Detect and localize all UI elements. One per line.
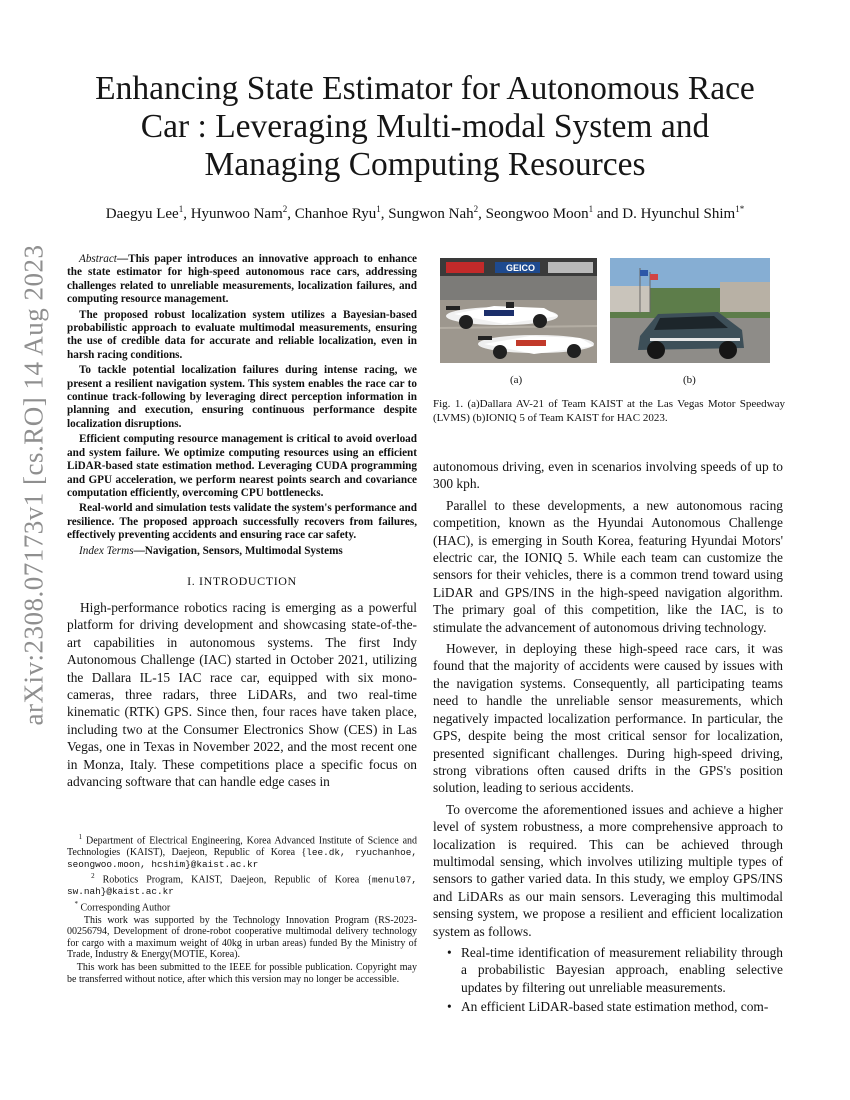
author: D. Hyunchul Shim$^{1*}$	[622, 204, 745, 222]
arxiv-identifier-text: arXiv:2308.07173v1 [cs.RO] 14 Aug 2023	[18, 244, 49, 726]
left-column	[67, 253, 417, 794]
author: Daegyu Lee$^1$,	[105, 204, 191, 222]
author-list	[60, 204, 790, 223]
contribution-list	[433, 944, 783, 1016]
abstract-paragraph: To tackle potential localization failures during intense racing, we present a resilient navigation system. This system enables the race car to continue track-following by leveraging direct perception information in planning and execution, ensuring continuous performance despite localization disruptions.	[67, 364, 417, 430]
body-paragraph: To overcome the aforementioned issues and achieve a higher level of system robustness, a more comprehensive approach to localization is required. This can be achieved through multimodal sensing, which involves utilizing multiple types of sensors to gather varied data. In this study, we employ GPS/INS and LiDARs as our main sensors. Leveraging this multimodal sensing system, we propose a resilient and efficient localization system as follows.	[433, 801, 783, 939]
abstract-paragraph: Real-world and simulation tests validate the system's performance and resilience. The proposed approach successfully recovers from failures, effectively preventing accidents and ensuring race car safety.	[67, 502, 417, 542]
introduction-body	[67, 599, 417, 790]
author: Chanhoe Ryu$^1$,	[294, 204, 389, 222]
author: Hyunwoo Nam$^2$,	[190, 204, 295, 222]
body-paragraph: autonomous driving, even in scenarios involving speeds of up to 300 kph.	[433, 459, 783, 492]
abstract	[67, 253, 417, 558]
subfigure-label-b: (b)	[683, 374, 696, 386]
ioniq5-photo	[610, 258, 770, 363]
race-car-photo	[440, 258, 597, 363]
body-paragraph: Parallel to these developments, a new autonomous racing competition, known as the Hyundai Autonomous Challenge (HAC), is emerging in South Korea, featuring Hyundai Motors' electric car, the IONIQ 5. While each team can customize the sensors for their vehicles, there is a common trend toward using LiDAR and GPS/INS in the high-speed navigation algorithm. The primary goal of this competition, like the IAC, is to stimulate the advancement of autonomous driving technology.	[433, 497, 783, 635]
footnote-corresponding: * Corresponding Author	[74, 899, 171, 913]
body-paragraph: However, in deploying these high-speed race cars, it was found that the majority of accidents were caused by issues with the navigation systems. Consequently, all participating teams need to handle the unreliable sensor measurements, which negatively impacted localization performance. In particular, the GPS, despite being the most critical sensor for localization, presented significant challenges. During high-speed driving, strong vibrations often caused drifts in the GPS's position solution, leading to serious accidents.	[433, 641, 783, 796]
footnote-funding: This work was supported by the Technology Innovation Program (RS-2023-00256794, Development of drone-robot cooperative multimodal delivery technology for cargo with a maximum weight of 40kg in urban areas) funded By the Ministry of Trade, Industry & Energy(MOTIE, Korea).	[67, 914, 417, 961]
abstract-paragraph: Efficient computing resource management is critical to avoid overload and system failure. We optimize computing resources using an efficient LiDAR-based state estimation method. Leveraging CUDA programming and GPU acceleration, we perform nearest points search and covariance computation efficiently, overcoming CPU bottlenecks.	[67, 433, 417, 499]
arxiv-identifier	[14, 244, 54, 726]
list-item: • An efficient LiDAR-based state estimation method, com-	[447, 999, 769, 1015]
abstract-paragraph: The proposed robust localization system utilizes a Bayesian-based probabilistic approach to evaluate multimodal measurements, ensuring the use of credible data for accurate and reliable localization, even in harsh racing conditions.	[67, 308, 417, 361]
footnote-ieee-notice: This work has been submitted to the IEEE for possible publication. Copyright may be transferred without notice, after which this version may no longer be accessible.	[67, 961, 417, 985]
figure-caption: Fig. 1. (a)Dallara AV-21 of Team KAIST at the Las Vegas Motor Speedway (LVMS) (b)IONIQ 5 of Team KAIST for HAC 2023.	[433, 398, 785, 424]
footnote-affiliation-1: $^1$ Department of Electrical Engineering, Korea Advanced Institute of Science and Technologies (KAIST), Daejeon, Republic of Korea {lee.dk, ryuchanhoe, seongwoo.moon, hcshim}@kaist.ac.kr	[67, 833, 418, 870]
author: Sungwon Nah$^2$,	[388, 204, 486, 222]
footnote-affiliation-2: $^2$ Robotics Program, KAIST, Daejeon, Republic of Korea {menul07, sw.nah}@kaist.ac.kr	[67, 872, 418, 898]
bullet-icon: •	[447, 944, 452, 960]
paper-title: Enhancing State Estimator for Autonomous Race Car : Leveraging Multi-modal System and Managing Computing Resources	[95, 70, 755, 183]
figure-1	[440, 258, 785, 393]
bullet-icon: •	[447, 999, 452, 1015]
subfigure-label-a: (a)	[510, 374, 523, 386]
index-terms: Index Terms—Navigation, Sensors, Multimodal Systems	[79, 544, 343, 557]
right-column	[433, 458, 783, 1018]
svg-text:GEICO: GEICO	[506, 263, 536, 273]
body-paragraph: High-performance robotics racing is emerging as a powerful platform for driving development and showcasing state-of-the-art capabilities in autonomous systems. The first Indy Autonomous Challenge (IAC) started in October 2021, utilizing the Dallara IL-15 IAC race car, equipped with six mono-cameras, three radars, three LiDARs, and two real-time kinematic (RTK) GPS. Since then, four races have taken place, including two at the Consumer Electronics Show (CES) in Las Vegas, one in Texas in November 2022, and the most recent one in Monza, Italy. These competitions place a specific focus on advancing software that can handle edge cases in	[67, 599, 417, 789]
footnotes	[67, 832, 417, 986]
list-item: • Real-time identification of measurement reliability through a probabilistic Bayesian approach, enabling selective updates by filtering out unreliable measurements.	[447, 944, 783, 995]
section-heading-introduction: I. INTRODUCTION	[187, 573, 297, 588]
abstract-paragraph: Abstract—This paper introduces an innovative approach to enhance the state estimator for high-speed autonomous race cars, addressing challenges related to unreliable measurements, localization failures, and computing resource management.	[67, 253, 417, 306]
author: Seongwoo Moon$^1$ and	[485, 204, 623, 222]
